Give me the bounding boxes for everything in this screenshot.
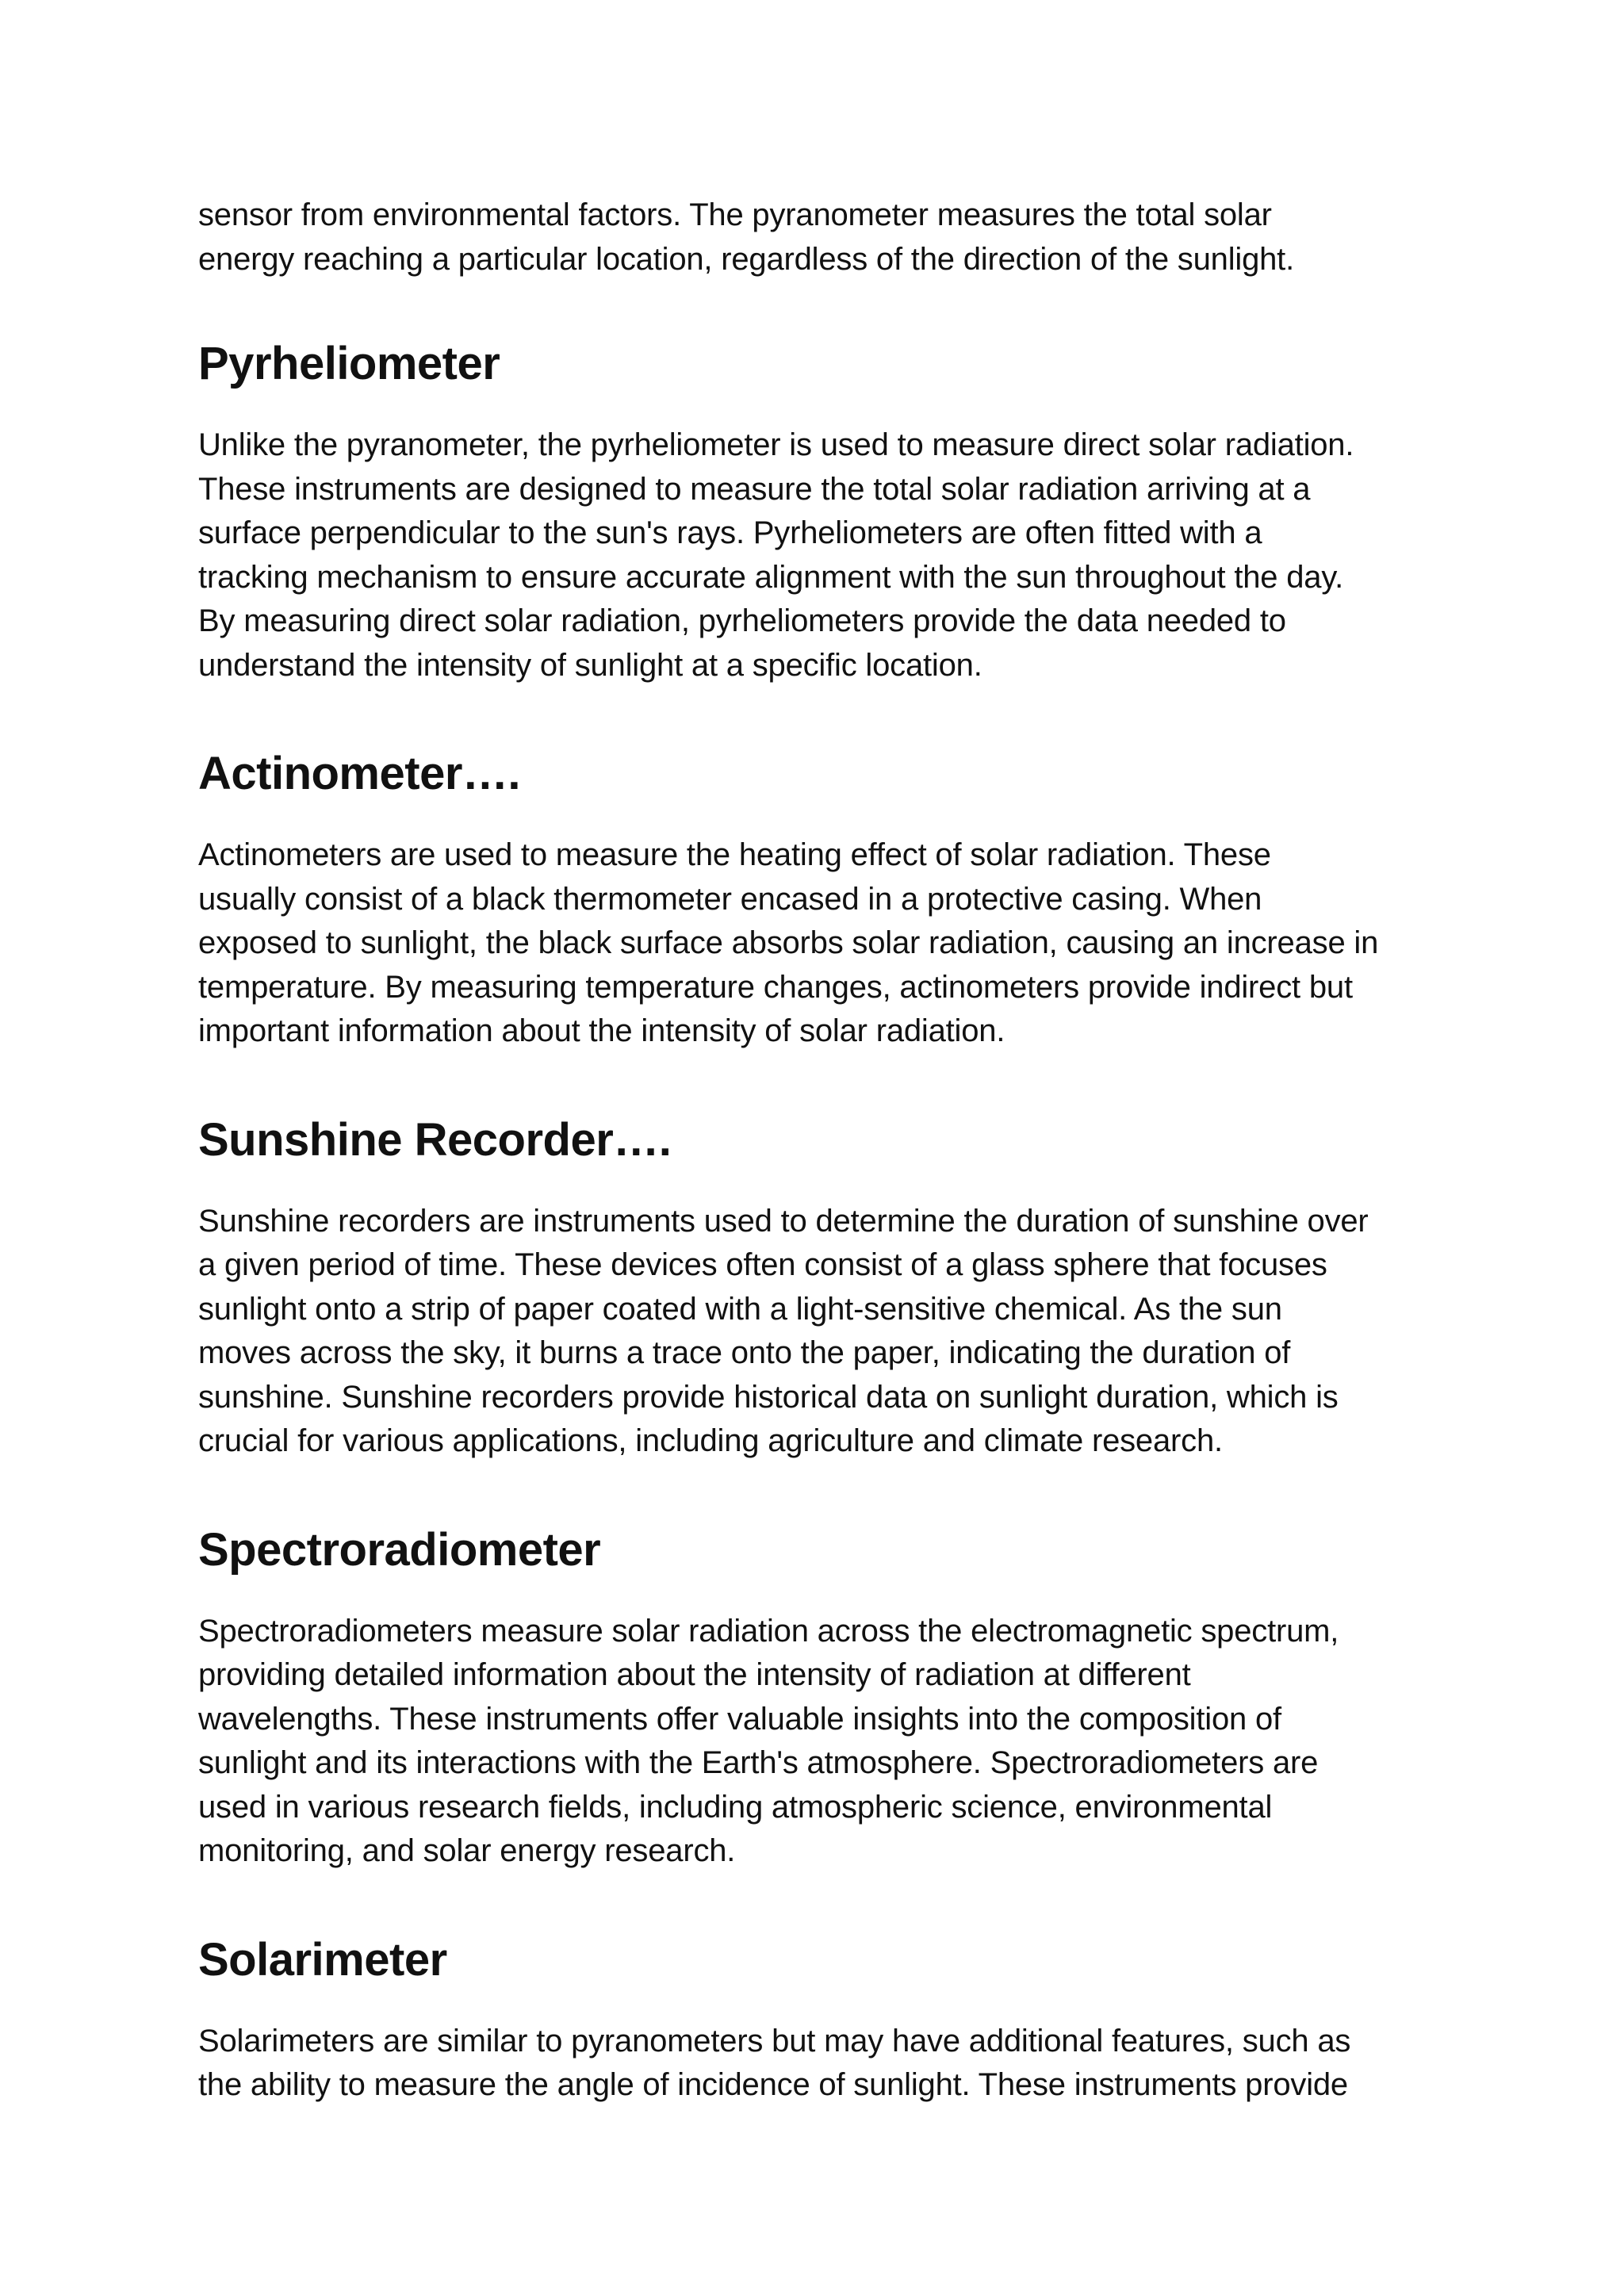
paragraph-line: These instruments are designed to measure the total solar radiation arriving at a — [198, 471, 1311, 507]
paragraph-line: moves across the sky, it burns a trace onto the paper, indicating the duration of — [198, 1335, 1291, 1370]
heading-spectroradiometer: Spectroradiometer — [198, 1523, 601, 1576]
paragraph-line: Sunshine recorders are instruments used to determine the duration of sunshine over — [198, 1203, 1369, 1239]
heading-solarimeter: Solarimeter — [198, 1933, 447, 1986]
paragraph-line: Unlike the pyranometer, the pyrheliometer is used to measure direct solar radiation. — [198, 427, 1354, 462]
paragraph-line: By measuring direct solar radiation, pyrheliometers provide the data needed to — [198, 603, 1286, 638]
paragraph-line: exposed to sunlight, the black surface absorbs solar radiation, causing an increase in — [198, 925, 1379, 960]
paragraph-line: sunshine. Sunshine recorders provide historical data on sunlight duration, which is — [198, 1379, 1339, 1415]
paragraph-line: sunlight and its interactions with the Earth's atmosphere. Spectroradiometers are — [198, 1745, 1319, 1780]
paragraph-line: sensor from environmental factors. The pyranometer measures the total solar — [198, 197, 1272, 232]
paragraph-line: tracking mechanism to ensure accurate alignment with the sun throughout the day. — [198, 559, 1344, 595]
heading-actinometer: Actinometer…. — [198, 748, 521, 799]
paragraph-line: Spectroradiometers measure solar radiation across the electromagnetic spectrum, — [198, 1613, 1339, 1649]
paragraph-line: usually consist of a black thermometer encased in a protective casing. When — [198, 881, 1262, 917]
paragraph-spectroradiometer — [198, 1610, 1443, 1874]
intro-paragraph — [198, 193, 1443, 281]
paragraph-line: wavelengths. These instruments offer valuable insights into the composition of — [198, 1701, 1281, 1737]
paragraph-line: sunlight onto a strip of paper coated with a light-sensitive chemical. As the sun — [198, 1291, 1282, 1327]
paragraph-line: Solarimeters are similar to pyranometers but may have additional features, such as — [198, 2023, 1351, 2058]
document-page — [198, 193, 1443, 2108]
paragraph-line: crucial for various applications, including agriculture and climate research. — [198, 1423, 1223, 1458]
heading-pyrheliometer: Pyrheliometer — [198, 338, 500, 389]
paragraph-line: used in various research fields, including atmospheric science, environmental — [198, 1789, 1273, 1825]
paragraph-line: monitoring, and solar energy research. — [198, 1833, 736, 1868]
paragraph-line: energy reaching a particular location, regardless of the direction of the sunlight. — [198, 241, 1294, 277]
paragraph-line: Actinometers are used to measure the heating effect of solar radiation. These — [198, 837, 1271, 872]
paragraph-sunshine-recorder — [198, 1200, 1443, 1464]
paragraph-line: temperature. By measuring temperature changes, actinometers provide indirect but — [198, 969, 1353, 1005]
heading-sunshine-recorder: Sunshine Recorder…. — [198, 1113, 672, 1166]
paragraph-pyrheliometer — [198, 423, 1443, 687]
paragraph-actinometer — [198, 833, 1443, 1054]
paragraph-line: providing detailed information about the intensity of radiation at different — [198, 1657, 1191, 1692]
paragraph-solarimeter — [198, 2020, 1443, 2108]
paragraph-line: important information about the intensity of solar radiation. — [198, 1013, 1005, 1048]
paragraph-line: a given period of time. These devices often consist of a glass sphere that focuses — [198, 1247, 1327, 1282]
paragraph-line: surface perpendicular to the sun's rays. Pyrheliometers are often fitted with a — [198, 515, 1262, 550]
paragraph-line: the ability to measure the angle of incidence of sunlight. These instruments provide — [198, 2067, 1348, 2102]
paragraph-line: understand the intensity of sunlight at a specific location. — [198, 647, 982, 683]
